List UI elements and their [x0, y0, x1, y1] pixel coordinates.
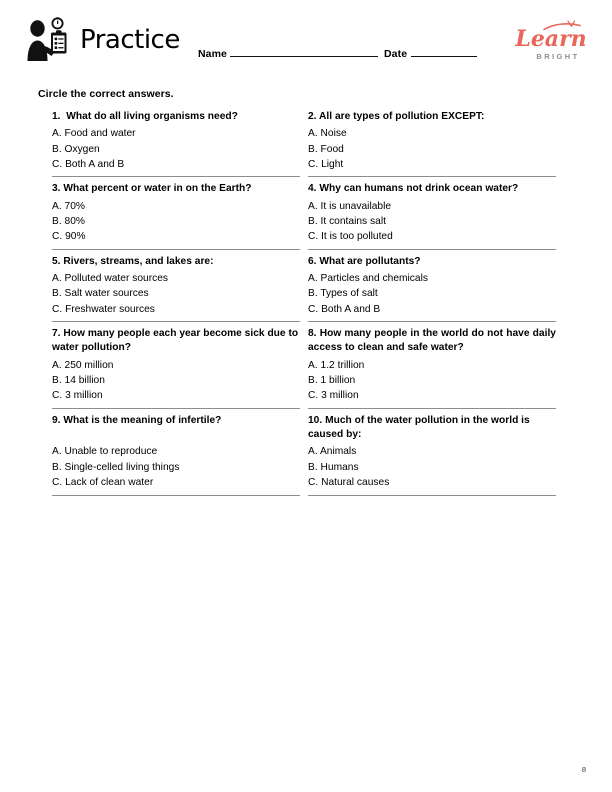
- option-c[interactable]: C. Both A and B: [52, 159, 125, 171]
- question-10-number: 10.: [308, 414, 323, 426]
- question-cell-2: [308, 110, 556, 176]
- learn-wordmark-icon: [508, 20, 594, 54]
- layout-spacer: [52, 430, 300, 444]
- question-2-text: [308, 110, 556, 124]
- row-divider: [308, 321, 556, 322]
- instruction-text: Circle the correct answers.: [38, 88, 174, 100]
- row-divider: [308, 408, 556, 409]
- question-3-options: [52, 199, 300, 245]
- option-c[interactable]: C. Natural causes: [308, 477, 390, 489]
- question-6-stem: What are pollutants?: [319, 255, 421, 267]
- option-c[interactable]: C. 90%: [52, 231, 86, 243]
- question-2-stem: All are types of pollution EXCEPT:: [319, 111, 485, 122]
- question-row: [52, 176, 556, 248]
- option-a[interactable]: A. Noise: [308, 128, 347, 140]
- question-9-stem: What is the meaning of infertile?: [63, 414, 222, 426]
- option-b[interactable]: B. Humans: [308, 461, 359, 473]
- practice-heading: [26, 17, 180, 63]
- question-7-number: 7.: [52, 328, 61, 340]
- option-a[interactable]: A. It is unavailable: [308, 200, 392, 212]
- question-row: [52, 110, 556, 176]
- question-3-stem: What percent or water in on the Earth?: [63, 183, 252, 195]
- page-header: [0, 0, 612, 86]
- row-divider: [52, 249, 300, 250]
- question-3-number: 3.: [52, 183, 61, 195]
- question-row: [52, 249, 556, 321]
- date-label: Date: [384, 48, 408, 60]
- option-c[interactable]: C. Lack of clean water: [52, 476, 154, 488]
- closing-rule-left-cell: [52, 495, 300, 505]
- question-1-number: 1.: [52, 111, 61, 122]
- question-cell-7: [52, 321, 300, 408]
- row-divider: [52, 321, 300, 322]
- option-a[interactable]: A. 70%: [52, 200, 85, 212]
- option-b[interactable]: B. Food: [308, 143, 344, 155]
- person-with-clipboard-and-stopwatch-icon: [26, 17, 72, 63]
- row-divider: [52, 495, 300, 496]
- row-divider: [52, 176, 300, 177]
- question-6-text: [308, 255, 556, 269]
- question-7-text: [52, 327, 300, 355]
- option-a[interactable]: A. 1.2 trillion: [308, 359, 365, 371]
- option-b[interactable]: B. Oxygen: [52, 143, 100, 155]
- option-a[interactable]: A. 250 million: [52, 359, 114, 371]
- row-divider: [308, 495, 556, 496]
- question-cell-10: [308, 408, 556, 495]
- option-b[interactable]: B. 80%: [52, 216, 85, 228]
- question-1-text: [52, 110, 300, 124]
- option-a[interactable]: A. Unable to reproduce: [52, 446, 158, 458]
- question-6-options: [308, 271, 556, 317]
- svg-text:Learn: Learn: [515, 26, 587, 52]
- question-5-text: [52, 255, 300, 269]
- option-b[interactable]: B. Salt water sources: [52, 288, 149, 300]
- question-2-number: 2.: [308, 111, 317, 122]
- question-cell-6: [308, 249, 556, 321]
- question-8-options: [308, 358, 556, 404]
- question-9-text: [52, 414, 300, 428]
- option-c[interactable]: C. Freshwater sources: [52, 303, 155, 315]
- question-8-number: 8.: [308, 328, 317, 340]
- question-9-number: 9.: [52, 414, 61, 426]
- question-row: [52, 408, 556, 495]
- practice-title: Practice: [80, 25, 180, 55]
- question-5-number: 5.: [52, 255, 61, 267]
- question-cell-1: [52, 110, 300, 176]
- question-2-options: [308, 126, 556, 172]
- learn-bright-logo: [508, 20, 594, 61]
- question-10-text: [308, 414, 556, 442]
- question-cell-5: [52, 249, 300, 321]
- row-divider: [308, 176, 556, 177]
- question-4-stem: Why can humans not drink ocean water?: [319, 183, 519, 195]
- option-a[interactable]: A. Polluted water sources: [52, 273, 169, 285]
- question-5-options: [52, 271, 300, 317]
- option-a[interactable]: A. Food and water: [52, 128, 136, 140]
- question-8-text: [308, 327, 556, 355]
- option-b[interactable]: B. It contains salt: [308, 216, 386, 228]
- question-7-options: [52, 358, 300, 404]
- option-c[interactable]: C. Both A and B: [308, 303, 381, 315]
- question-1-options: [52, 126, 300, 172]
- question-9-options: [52, 444, 300, 490]
- question-3-text: [52, 182, 300, 196]
- quiz-grid: [52, 110, 556, 505]
- question-4-text: [308, 182, 556, 196]
- question-cell-4: [308, 176, 556, 248]
- question-row: [52, 321, 556, 408]
- name-input-blank[interactable]: [230, 46, 378, 57]
- option-c[interactable]: C. It is too polluted: [308, 231, 393, 243]
- question-5-stem: Rivers, streams, and lakes are:: [63, 255, 214, 267]
- option-c[interactable]: C. 3 million: [52, 390, 103, 402]
- question-1-stem: What do all living organisms need?: [66, 111, 238, 122]
- question-6-number: 6.: [308, 255, 317, 267]
- option-a[interactable]: A. Particles and chemicals: [308, 273, 428, 285]
- question-4-options: [308, 199, 556, 245]
- question-cell-8: [308, 321, 556, 408]
- option-b[interactable]: B. Single-celled living things: [52, 461, 180, 473]
- question-4-number: 4.: [308, 183, 317, 195]
- option-c[interactable]: C. 3 million: [308, 390, 359, 402]
- question-7-stem: How many people each year become sick due to water pollution?: [52, 328, 299, 354]
- question-10-stem: Much of the water pollution in the world is caused by:: [308, 414, 530, 441]
- name-date-line: [198, 46, 477, 60]
- name-label: Name: [198, 48, 227, 60]
- page-number: 8: [581, 765, 586, 774]
- question-cell-3: [52, 176, 300, 248]
- logo-subtitle: BRIGHT: [536, 52, 580, 61]
- option-b[interactable]: B. 1 billion: [308, 375, 356, 387]
- row-divider: [52, 408, 300, 409]
- option-b[interactable]: B. Types of salt: [308, 288, 378, 300]
- option-c[interactable]: C. Light: [308, 159, 344, 171]
- closing-rule-right-cell: [308, 495, 556, 505]
- question-cell-9: [52, 408, 300, 495]
- option-b[interactable]: B. 14 billion: [52, 375, 105, 387]
- question-10-options: [308, 444, 556, 490]
- question-row-closing: [52, 495, 556, 505]
- question-8-stem: How many people in the world do not have daily access to clean and safe water?: [308, 328, 556, 354]
- row-divider: [308, 249, 556, 250]
- date-input-blank[interactable]: [411, 46, 477, 57]
- option-a[interactable]: A. Animals: [308, 446, 357, 458]
